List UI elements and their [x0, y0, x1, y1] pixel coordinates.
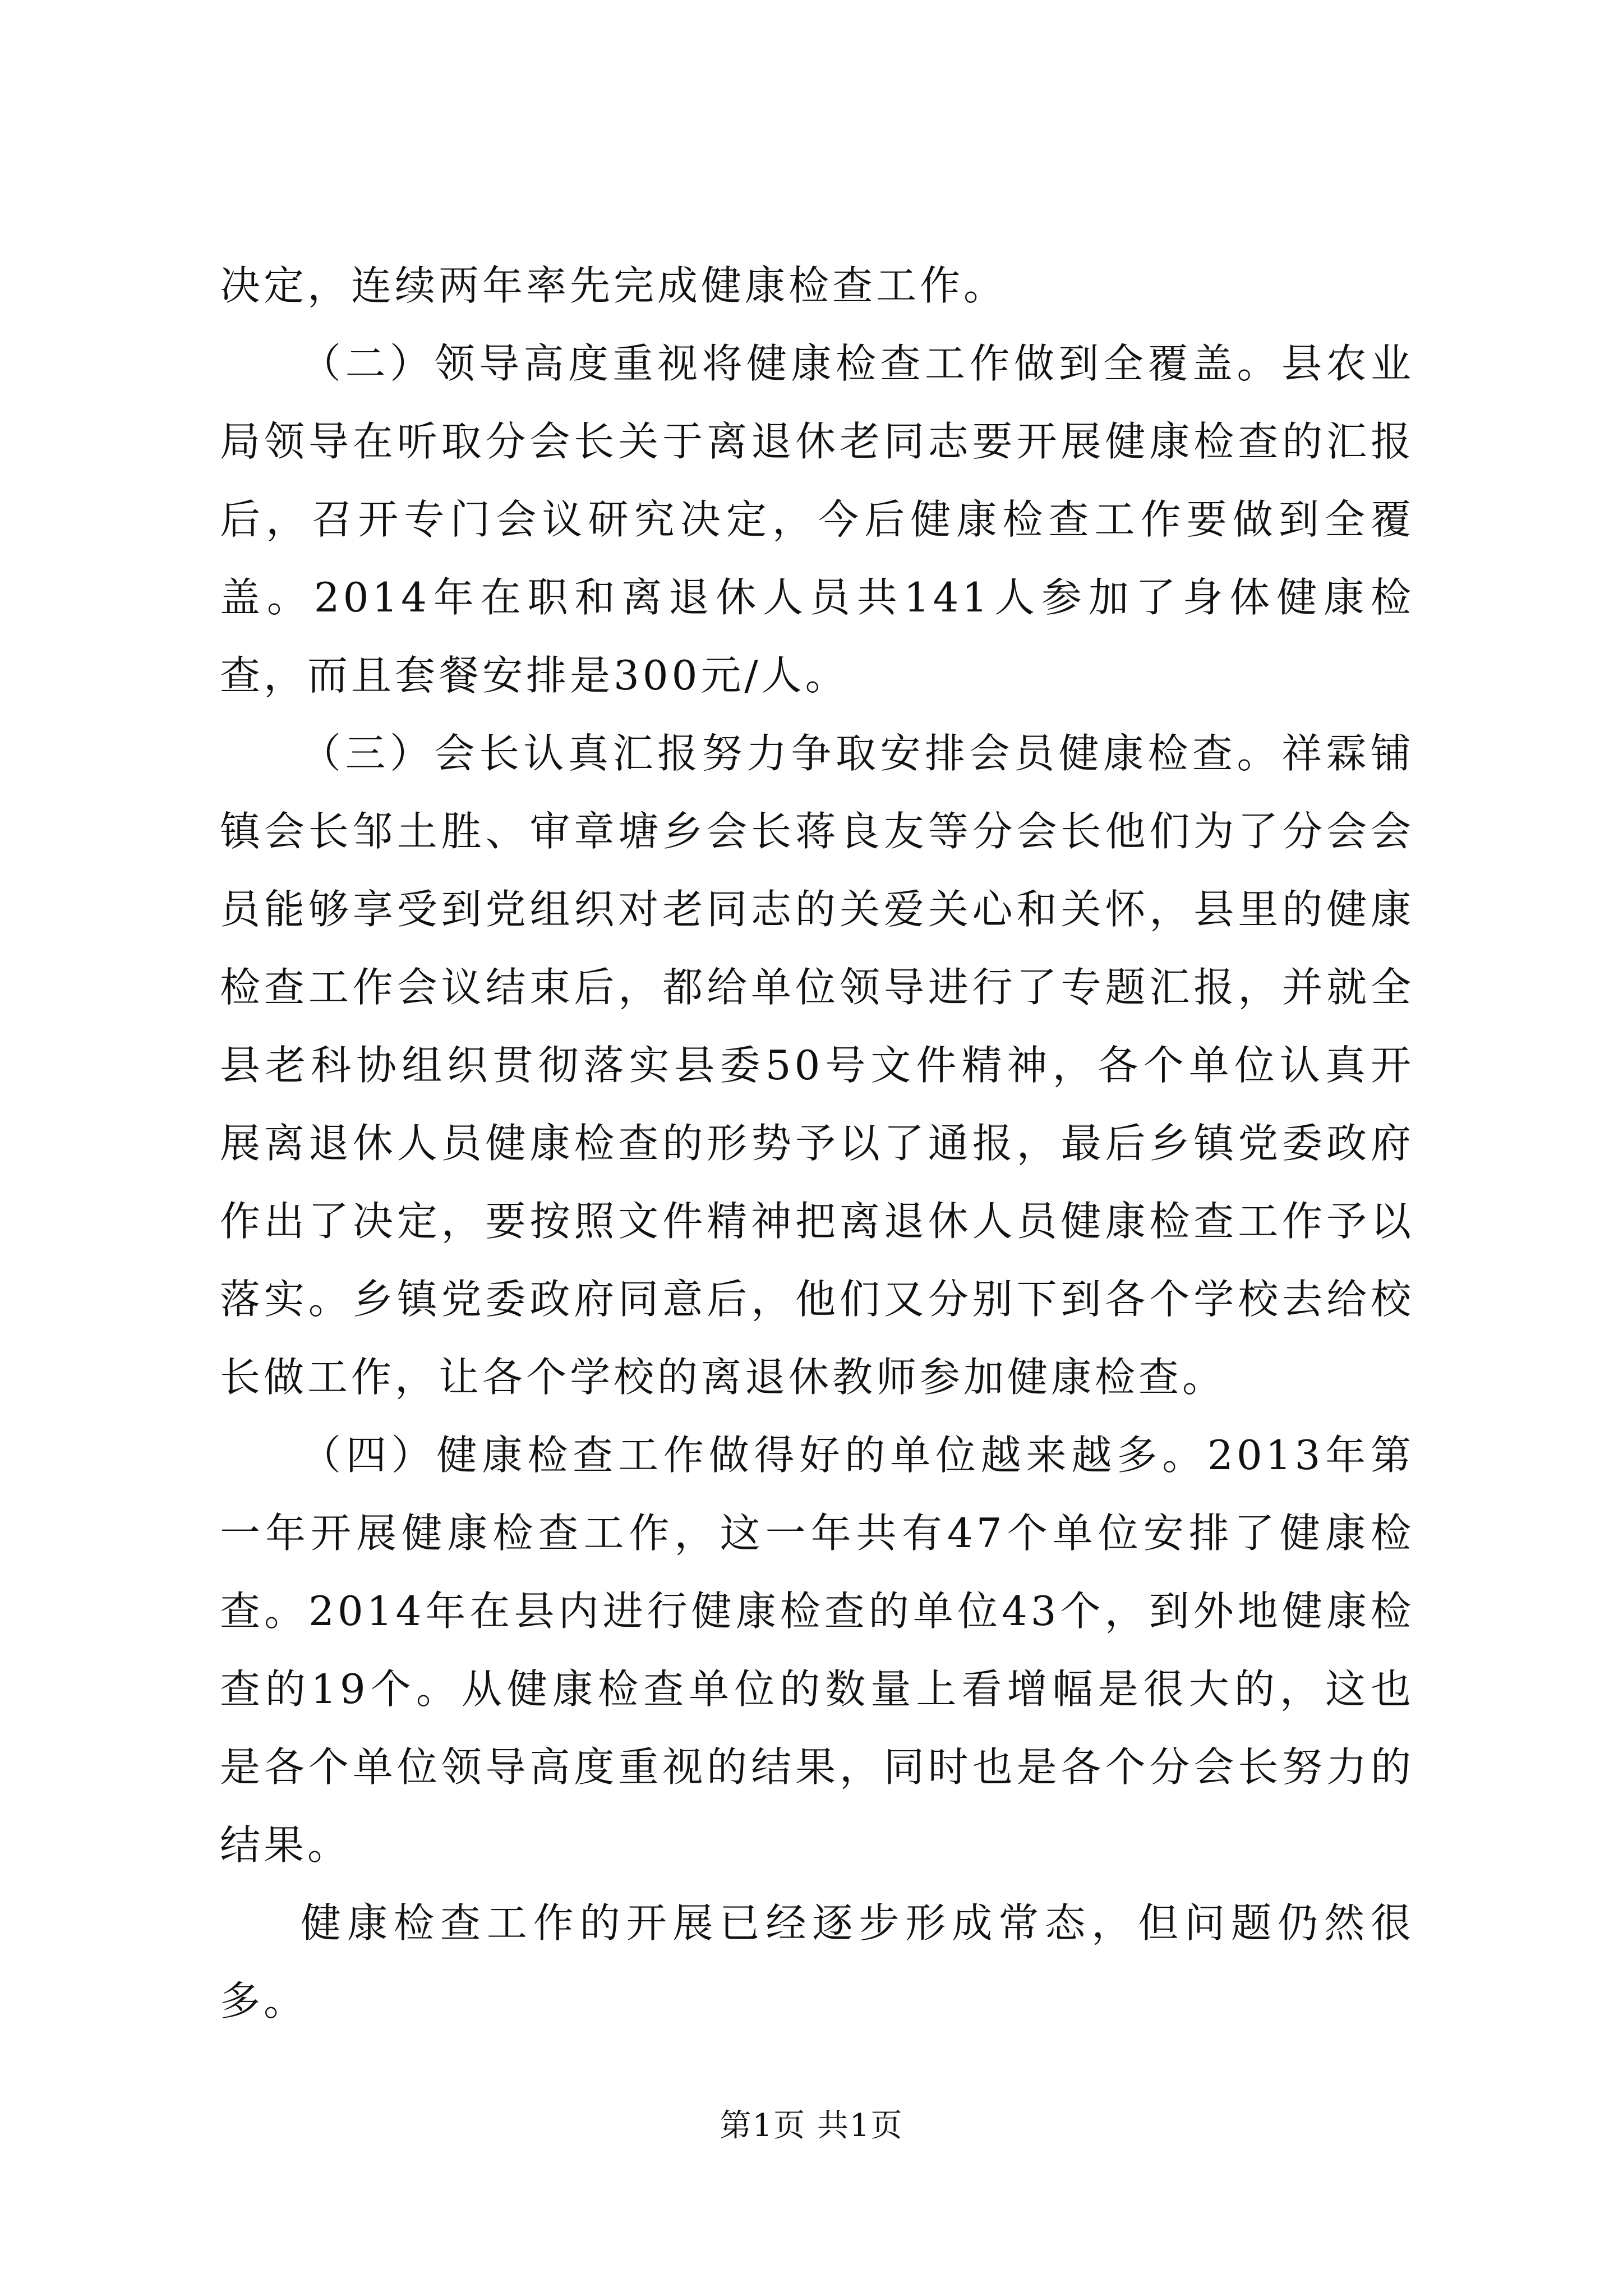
document-body [220, 247, 1414, 2040]
paragraph-closing: 健康检查工作的开展已经逐步形成常态，但问题仍然很多。 [220, 1899, 1414, 2024]
paragraph-section-four: （四）健康检查工作做得好的单位越来越多。2013年第一年开展健康检查工作，这一年共有47个单位安排了健康检查。2014年在县内进行健康检查的单位43个，到外地健康检查的19个。从健康检查单位的数量上看增幅是很大的，这也是各个单位领导高度重视的结果，同时也是各个分会长努力的结果。 [220, 1432, 1414, 1869]
paragraph-continuation: 决定，连续两年率先完成健康检查工作。 [220, 262, 1008, 309]
paragraph-section-two: （二）领导高度重视将健康检查工作做到全覆盖。县农业局领导在听取分会长关于离退休老同志要开展健康检查的汇报后，召开专门会议研究决定，今后健康检查工作要做到全覆盖。2014年在职和离退休人员共141人参加了身体健康检查，而且套餐安排是300元/人。 [220, 340, 1414, 699]
page-footer: 第1页 共1页 [720, 2108, 903, 2144]
paragraph-section-three: （三）会长认真汇报努力争取安排会员健康检查。祥霖铺镇会长邹土胜、审章塘乡会长蒋良友等分会长他们为了分会会员能够享受到党组织对老同志的关爱关心和关怀，县里的健康检查工作会议结束后，都给单位领导进行了专题汇报，并就全县老科协组织贯彻落实县委50号文件精神，各个单位认真开展离退休人员健康检查的形势予以了通报，最后乡镇党委政府作出了决定，要按照文件精神把离退休人员健康检查工作予以落实。乡镇党委政府同意后，他们又分别下到各个学校去给校长做工作，让各个学校的离退休教师参加健康检查。 [220, 730, 1414, 1401]
